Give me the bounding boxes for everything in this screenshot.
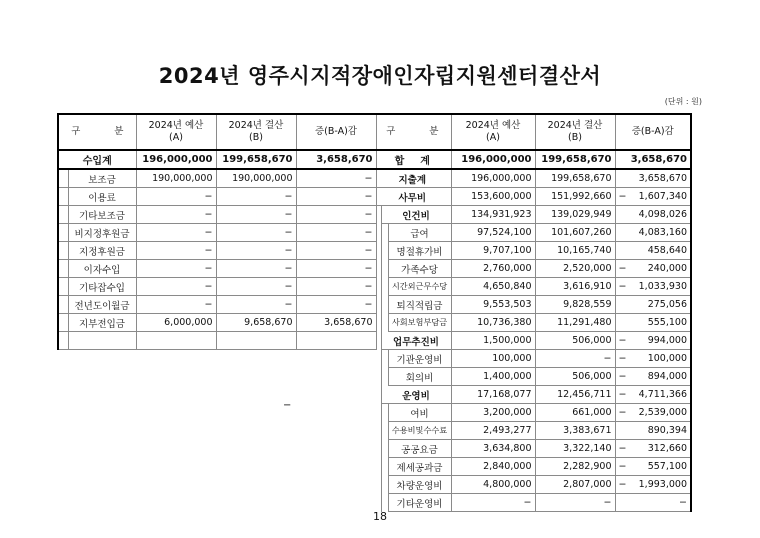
expenditure-header-diff: 증(B-A)감	[615, 114, 691, 150]
revenue-row-diff: −	[296, 296, 376, 314]
expenditure-table	[374, 113, 692, 512]
expenditure-row-label: 업무추진비	[381, 332, 451, 350]
revenue-indent	[58, 169, 68, 188]
expenditure-row-diff: 3,658,670	[638, 173, 687, 184]
expenditure-row	[374, 404, 691, 422]
expenditure-row-diff: 275,056	[647, 299, 687, 310]
revenue-row-label: 기타잡수입	[68, 278, 136, 296]
expenditure-row-label: 시간외근무수당	[388, 278, 451, 296]
expenditure-row-settlement: 199,658,670	[535, 169, 615, 188]
revenue-indent	[58, 188, 68, 206]
revenue-row-budget: −	[136, 206, 216, 224]
header-settle-line2: (B)	[568, 132, 582, 143]
revenue-total-settlement: 199,658,670	[216, 150, 296, 169]
header-category-a: 구	[386, 126, 396, 137]
revenue-empty-row	[58, 332, 376, 350]
expenditure-row-diff: 4,098,026	[638, 209, 687, 220]
revenue-total-label: 수입계	[58, 150, 136, 169]
expenditure-row	[374, 458, 691, 476]
expenditure-row-budget: 2,840,000	[451, 458, 535, 476]
revenue-indent	[58, 206, 68, 224]
revenue-row-label: 이용료	[68, 188, 136, 206]
expenditure-row-label: 회의비	[388, 368, 451, 386]
revenue-total-diff: 3,658,670	[296, 150, 376, 169]
expenditure-row-settlement: 2,520,000	[535, 260, 615, 278]
revenue-row	[58, 224, 376, 242]
revenue-row-diff: −	[296, 260, 376, 278]
expenditure-row-budget: 9,553,503	[451, 296, 535, 314]
expenditure-row-label: 인건비	[381, 206, 451, 224]
expenditure-row-diff-sign: −	[618, 191, 627, 202]
revenue-row	[58, 296, 376, 314]
expenditure-row-label: 사무비	[374, 188, 451, 206]
expenditure-row-diff-cell	[615, 314, 691, 332]
revenue-row	[58, 314, 376, 332]
revenue-row-diff: −	[296, 224, 376, 242]
header-budget-line2: (A)	[169, 132, 183, 143]
expenditure-row-diff-sign: −	[618, 461, 627, 472]
header-settle-line2: (B)	[249, 132, 263, 143]
revenue-row	[58, 188, 376, 206]
revenue-row-settlement: −	[216, 296, 296, 314]
expenditure-row	[374, 494, 691, 512]
revenue-row-budget: −	[136, 260, 216, 278]
revenue-row-label: 지부전입금	[68, 314, 136, 332]
expenditure-row-diff-sign: −	[618, 371, 627, 382]
expenditure-row-label: 운영비	[381, 386, 451, 404]
expenditure-row	[374, 224, 691, 242]
expenditure-row-budget: 1,400,000	[451, 368, 535, 386]
expenditure-row-settlement: 661,000	[535, 404, 615, 422]
expenditure-row-budget: 4,800,000	[451, 476, 535, 494]
expenditure-row	[374, 169, 691, 188]
expenditure-row-label: 퇴직적립금	[388, 296, 451, 314]
revenue-row-budget: −	[136, 188, 216, 206]
revenue-row-diff: 3,658,670	[296, 314, 376, 332]
expenditure-row	[374, 476, 691, 494]
expenditure-row-diff-sign: −	[618, 389, 627, 400]
revenue-row-label: 기타보조금	[68, 206, 136, 224]
revenue-row-label: 지정후원금	[68, 242, 136, 260]
header-budget-line1: 2024년 예산	[465, 120, 521, 131]
revenue-row-label: 이자수입	[68, 260, 136, 278]
expenditure-header-settlement	[535, 114, 615, 150]
revenue-row-budget: −	[136, 278, 216, 296]
expenditure-row-budget: 2,760,000	[451, 260, 535, 278]
expenditure-row-budget: 134,931,923	[451, 206, 535, 224]
expenditure-row-diff-cell	[615, 440, 691, 458]
expenditure-row	[374, 242, 691, 260]
revenue-row	[58, 278, 376, 296]
expenditure-row-diff: 894,000	[647, 371, 687, 382]
expenditure-row-label: 차량운영비	[388, 476, 451, 494]
header-category-b: 분	[114, 126, 124, 137]
expenditure-row-settlement: 3,322,140	[535, 440, 615, 458]
expenditure-row-settlement: 151,992,660	[535, 188, 615, 206]
revenue-header-diff: 증(B-A)감	[296, 114, 376, 150]
header-budget-line1: 2024년 예산	[148, 120, 204, 131]
expenditure-row-budget: 3,634,800	[451, 440, 535, 458]
expenditure-row-settlement: 506,000	[535, 368, 615, 386]
expenditure-row-diff: 1,993,000	[638, 479, 687, 490]
expenditure-row-diff-cell	[615, 332, 691, 350]
expenditure-row	[374, 260, 691, 278]
expenditure-row-diff: 557,100	[647, 461, 687, 472]
expenditure-row-diff-cell	[615, 350, 691, 368]
expenditure-row-settlement: 101,607,260	[535, 224, 615, 242]
expenditure-row-diff-cell	[615, 260, 691, 278]
expenditure-total-diff: 3,658,670	[615, 150, 691, 169]
expenditure-row-label: 수용비및수수료	[388, 422, 451, 440]
expenditure-row-diff-cell	[615, 494, 691, 512]
expenditure-row-budget: 153,600,000	[451, 188, 535, 206]
revenue-row-settlement: −	[216, 242, 296, 260]
revenue-row-settlement: −	[216, 206, 296, 224]
revenue-row	[58, 169, 376, 188]
expenditure-row-label: 기관운영비	[388, 350, 451, 368]
expenditure-row-diff: 2,539,000	[638, 407, 687, 418]
expenditure-row-diff-cell	[615, 242, 691, 260]
page-number: 18	[373, 510, 387, 523]
expenditure-row-budget: 4,650,840	[451, 278, 535, 296]
expenditure-row-diff: 555,100	[647, 317, 687, 328]
expenditure-row-settlement: 12,456,711	[535, 386, 615, 404]
expenditure-row-diff: 4,083,160	[638, 227, 687, 238]
expenditure-row	[374, 206, 691, 224]
expenditure-row-diff-cell	[615, 368, 691, 386]
expenditure-row-diff: 1,607,340	[638, 191, 687, 202]
expenditure-row-settlement: 2,807,000	[535, 476, 615, 494]
expenditure-row-settlement: −	[535, 350, 615, 368]
expenditure-row-settlement: 3,616,910	[535, 278, 615, 296]
total-label-b: 계	[420, 156, 430, 167]
revenue-row-diff: −	[296, 206, 376, 224]
revenue-table	[57, 113, 377, 350]
revenue-row-settlement: −	[216, 224, 296, 242]
expenditure-row-label: 공공요금	[388, 440, 451, 458]
revenue-row-settlement: 9,658,670	[216, 314, 296, 332]
expenditure-row	[374, 332, 691, 350]
expenditure-row	[374, 368, 691, 386]
expenditure-row-budget: 17,168,077	[451, 386, 535, 404]
revenue-row-settlement: −	[216, 188, 296, 206]
header-settle-line1: 2024년 결산	[547, 120, 603, 131]
expenditure-row	[374, 350, 691, 368]
revenue-row	[58, 260, 376, 278]
expenditure-row-diff: 100,000	[647, 353, 687, 364]
expenditure-row-budget: 97,524,100	[451, 224, 535, 242]
revenue-indent	[58, 278, 68, 296]
expenditure-row-diff-cell	[615, 188, 691, 206]
revenue-row-budget: −	[136, 242, 216, 260]
revenue-indent	[58, 224, 68, 242]
expenditure-row-budget: 3,200,000	[451, 404, 535, 422]
expenditure-row-diff-cell	[615, 296, 691, 314]
expenditure-row-budget: −	[451, 494, 535, 512]
expenditure-row	[374, 386, 691, 404]
expenditure-total-settlement: 199,658,670	[535, 150, 615, 169]
expenditure-row-label: 기타운영비	[388, 494, 451, 512]
header-settle-line1: 2024년 결산	[228, 120, 284, 131]
revenue-row-budget: 190,000,000	[136, 169, 216, 188]
expenditure-total-row	[374, 150, 691, 169]
revenue-row-budget: −	[136, 296, 216, 314]
expenditure-row	[374, 188, 691, 206]
revenue-row-diff: −	[296, 242, 376, 260]
revenue-extra-dash: −	[283, 400, 292, 411]
expenditure-row-diff-cell	[615, 386, 691, 404]
revenue-row-diff: −	[296, 188, 376, 206]
revenue-row	[58, 242, 376, 260]
expenditure-row-diff-sign: −	[618, 281, 627, 292]
revenue-row-budget: −	[136, 224, 216, 242]
expenditure-row-diff-cell	[615, 404, 691, 422]
expenditure-row-diff: 890,394	[647, 425, 687, 436]
expenditure-row-diff-cell	[615, 422, 691, 440]
revenue-header-budget	[136, 114, 216, 150]
expenditure-row-diff-sign: −	[618, 443, 627, 454]
total-label-a: 합	[394, 156, 405, 167]
expenditure-header-category	[374, 114, 451, 150]
expenditure-row-budget: 10,736,380	[451, 314, 535, 332]
revenue-total-budget: 196,000,000	[136, 150, 216, 169]
revenue-row-settlement: 190,000,000	[216, 169, 296, 188]
revenue-indent	[58, 314, 68, 332]
expenditure-row-budget: 9,707,100	[451, 242, 535, 260]
revenue-header-settlement	[216, 114, 296, 150]
expenditure-row-diff-sign: −	[618, 407, 627, 418]
expenditure-row-diff: 994,000	[647, 335, 687, 346]
revenue-indent	[58, 296, 68, 314]
expenditure-row-label: 사회보험부담금	[388, 314, 451, 332]
expenditure-row	[374, 314, 691, 332]
expenditure-row-diff-cell	[615, 458, 691, 476]
expenditure-row-diff-cell	[615, 206, 691, 224]
revenue-total-row	[58, 150, 376, 169]
expenditure-row-budget: 100,000	[451, 350, 535, 368]
expenditure-row-label: 가족수당	[388, 260, 451, 278]
revenue-row	[58, 206, 376, 224]
expenditure-row-label: 여비	[388, 404, 451, 422]
expenditure-row-diff-sign: −	[618, 353, 627, 364]
expenditure-header-budget	[451, 114, 535, 150]
expenditure-row-diff: 312,660	[647, 443, 687, 454]
revenue-header-row	[58, 114, 376, 150]
expenditure-row-diff-cell	[615, 169, 691, 188]
expenditure-row-settlement: 10,165,740	[535, 242, 615, 260]
expenditure-row-diff: 240,000	[647, 263, 687, 274]
revenue-row-label: 보조금	[68, 169, 136, 188]
expenditure-row	[374, 296, 691, 314]
header-budget-line2: (A)	[486, 132, 500, 143]
expenditure-row-label: 지출계	[374, 169, 451, 188]
expenditure-row-diff: −	[679, 497, 687, 508]
expenditure-row-settlement: 506,000	[535, 332, 615, 350]
expenditure-row-settlement: 3,383,671	[535, 422, 615, 440]
expenditure-row-diff: 458,640	[647, 245, 687, 256]
revenue-row-label: 전년도이월금	[68, 296, 136, 314]
expenditure-row-diff-cell	[615, 224, 691, 242]
revenue-indent	[58, 242, 68, 260]
revenue-row-diff: −	[296, 278, 376, 296]
unit-label: (단위 : 원)	[664, 97, 702, 106]
expenditure-row-label: 명절휴가비	[388, 242, 451, 260]
expenditure-row	[374, 440, 691, 458]
expenditure-row-diff-sign: −	[618, 479, 627, 490]
expenditure-row-diff-sign: −	[618, 335, 627, 346]
revenue-row-diff: −	[296, 169, 376, 188]
revenue-row-settlement: −	[216, 278, 296, 296]
expenditure-total-label	[374, 150, 451, 169]
expenditure-row-diff: 1,033,930	[638, 281, 687, 292]
revenue-indent	[58, 260, 68, 278]
expenditure-total-budget: 196,000,000	[451, 150, 535, 169]
expenditure-row-budget: 1,500,000	[451, 332, 535, 350]
revenue-row-budget: 6,000,000	[136, 314, 216, 332]
expenditure-row-diff-sign: −	[618, 263, 627, 274]
expenditure-row-settlement: 11,291,480	[535, 314, 615, 332]
expenditure-row-settlement: 9,828,559	[535, 296, 615, 314]
expenditure-row	[374, 278, 691, 296]
revenue-row-settlement: −	[216, 260, 296, 278]
expenditure-header-row	[374, 114, 691, 150]
expenditure-row-label: 제세공과금	[388, 458, 451, 476]
expenditure-row-settlement: 139,029,949	[535, 206, 615, 224]
header-category-a: 구	[71, 126, 81, 137]
expenditure-row-diff-cell	[615, 278, 691, 296]
document-title: 2024년 영주시지적장애인자립지원센터결산서	[158, 64, 602, 88]
expenditure-row-budget: 2,493,277	[451, 422, 535, 440]
expenditure-row-settlement: −	[535, 494, 615, 512]
header-category-b: 분	[429, 126, 439, 137]
expenditure-row-settlement: 2,282,900	[535, 458, 615, 476]
expenditure-row	[374, 422, 691, 440]
expenditure-row-diff: 4,711,366	[638, 389, 687, 400]
expenditure-row-diff-cell	[615, 476, 691, 494]
expenditure-row-label: 급여	[388, 224, 451, 242]
revenue-row-label: 비지정후원금	[68, 224, 136, 242]
revenue-header-category	[58, 114, 136, 150]
expenditure-row-budget: 196,000,000	[451, 169, 535, 188]
